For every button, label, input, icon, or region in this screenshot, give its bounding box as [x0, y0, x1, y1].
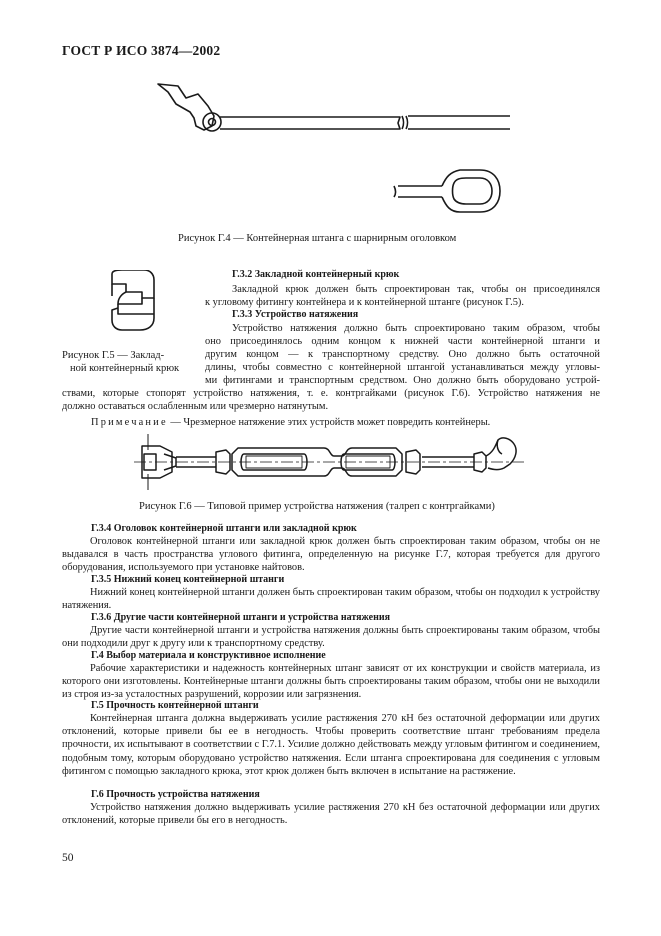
- section-g4-text: Рабочие характеристики и надежность контейнерных штанг зависят от их конструкции и свойств материала, из которого они изготовлены. Контейнерные штанги должны быть спроектированы таким образом, чтобы они не выходили из строя из-за усталостных разрушений, коррозии или загрязнения.: [62, 663, 600, 701]
- figure-g5-drawing: [104, 270, 160, 334]
- section-g33-line2: оно присоединялось одним концом к нижней части контейнерной штанги и: [205, 336, 600, 347]
- section-g5-heading: Г.5 Прочность контейнерной штанги: [91, 700, 259, 711]
- note-label: Примечание: [91, 417, 168, 428]
- figure-g4-drawing: [150, 82, 510, 217]
- document-header: ГОСТ Р ИСО 3874—2002: [62, 43, 221, 58]
- section-g33-heading: Г.3.3 Устройство натяжения: [232, 309, 359, 320]
- note-text: — Чрезмерное натяжение этих устройств может повредить контейнеры.: [167, 417, 491, 428]
- section-g6-heading: Г.6 Прочность устройства натяжения: [91, 789, 260, 800]
- section-g36-text: Другие части контейнерной штанги и устройства натяжения должны быть спроектированы таким образом, чтобы они подходили друг к другу или к транспортному средству.: [62, 625, 600, 650]
- figure-g6-drawing: [134, 434, 526, 494]
- section-g33-line1: Устройство натяжения должно быть спроектировано таким образом, чтобы: [232, 323, 600, 334]
- section-g34-heading: Г.3.4 Оголовок контейнерной штанги или закладной крюк: [91, 523, 357, 534]
- section-g33-line3: другим концом — к транспортному средству. Оно должно быть остаточной: [205, 349, 600, 360]
- section-g33-line5: ми фитингами и транспортным средством. Оно должно быть оборудовано устрой-: [205, 375, 600, 386]
- section-g33-line7: должно оставаться ослабленным или чрезмерно натянутым.: [62, 401, 329, 412]
- section-g4-heading: Г.4 Выбор материала и конструктивное исполнение: [91, 650, 326, 661]
- section-g36-heading: Г.3.6 Другие части контейнерной штанги и устройства натяжения: [91, 612, 391, 623]
- section-g32-heading: Г.3.2 Закладной контейнерный крюк: [232, 269, 400, 280]
- section-g34-text: Оголовок контейнерной штанги или закладной крюк должен быть спроектирован таким образом, чтобы он не выдавался в часть пространства углового фитинга, определенную на рисунке Г.7, которая требуется для другого оборудования, используемого при установке найтовов.: [62, 536, 600, 574]
- section-g33-line6: ствами, которые стопорят устройство натяжения, т. е. контргайками (рисунок Г.6). Устройство натяжения не: [62, 388, 600, 399]
- section-g35-text: Нижний конец контейнерной штанги должен быть спроектирован таким образом, чтобы он подходил к устройству натяжения.: [62, 587, 600, 612]
- note-paragraph: [91, 416, 600, 429]
- figure-g5-caption-line1: Рисунок Г.5 — Заклад-: [62, 350, 165, 361]
- figure-g5-caption-line2: ной контейнерный крюк: [70, 363, 180, 374]
- section-g6-text: Устройство натяжения должно выдерживать усилие растяжения 270 кН без остаточной деформации или других отклонений, которые привели бы его в негодность.: [62, 802, 600, 827]
- section-g32-line2: к угловому фитингу контейнера и к контейнерной штанге (рисунок Г.5).: [205, 297, 524, 308]
- section-g5-text: Контейнерная штанга должна выдерживать усилие растяжения 270 кН без остаточной деформации или других отклонений, которые привели бы ее в негодность. Чтобы проверить соответствие штанг требованиям предела прочности, их испытывают в соответствии с Г.7.1. Усилие должно действовать между угловым фитингом и соединением, подобным тому, которым оборудовано устройство натяжения. Если штанга спроектирована для соединения с угловым фитингом с помощью закладного крюка, этот крюк должен быть включен в испытание на растяжение.: [62, 713, 600, 777]
- section-g32-line1: Закладной крюк должен быть спроектирован так, чтобы он присоединялся: [232, 284, 600, 295]
- section-g35-heading: Г.3.5 Нижний конец контейнерной штанги: [91, 574, 285, 585]
- page-number: 50: [62, 852, 74, 864]
- section-g33-line4: длины, чтобы совместно с контейнерной штангой устанавливаться между угловы-: [205, 362, 600, 373]
- figure-g6-caption: Рисунок Г.6 — Типовой пример устройства натяжения (талреп с контргайками): [139, 501, 495, 512]
- figure-g4-caption: Рисунок Г.4 — Контейнерная штанга с шарнирным оголовком: [178, 233, 457, 244]
